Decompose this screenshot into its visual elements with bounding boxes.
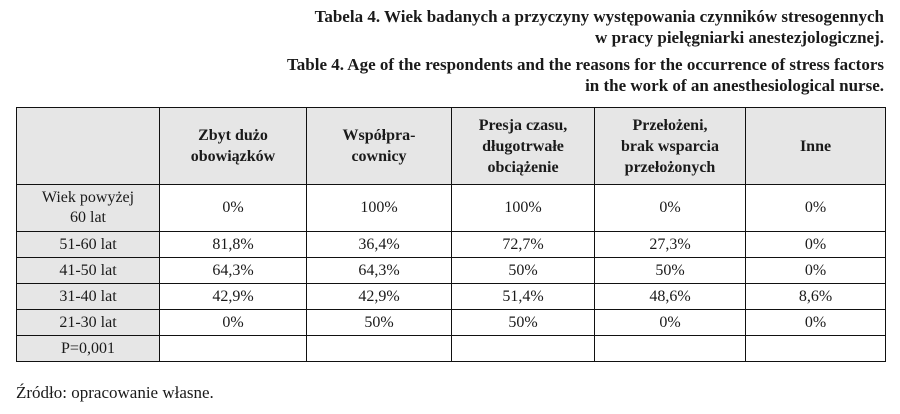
- row-label: 31-40 lat: [17, 284, 160, 310]
- header-line: Presja czasu,: [478, 116, 568, 134]
- header-line: Zbyt dużo: [198, 127, 268, 144]
- table-cell: 51,4%: [452, 284, 595, 310]
- table-row: [17, 258, 886, 284]
- header-cell-supervisors: [595, 108, 746, 185]
- header-cell-other: [746, 108, 886, 185]
- table-cell: 72,7%: [452, 232, 595, 258]
- table-cell: 0%: [595, 310, 746, 336]
- table-cell: 81,8%: [160, 232, 307, 258]
- table-cell: 42,9%: [307, 284, 452, 310]
- header-line: obciążenie: [487, 158, 559, 176]
- header-cell-empty: [17, 108, 160, 185]
- table-cell: 0%: [746, 258, 886, 284]
- table-cell: [595, 336, 746, 362]
- table-cell: 64,3%: [307, 258, 452, 284]
- table-row: [17, 284, 886, 310]
- table-cell: 0%: [746, 185, 886, 232]
- caption-english: [124, 54, 884, 96]
- row-label-line: 60 lat: [70, 209, 106, 226]
- table-cell: 8,6%: [746, 284, 886, 310]
- table-cell: [452, 336, 595, 362]
- table-cell: [160, 336, 307, 362]
- caption-polish-line-1: Tabela 4. Wiek badanych a przyczyny występowania czynników stresogennych: [314, 7, 884, 26]
- source-note: Źródło: opracowanie własne.: [16, 383, 214, 402]
- table-row: [17, 232, 886, 258]
- caption-english-line-2: in the work of an anesthesiological nurse.: [585, 76, 884, 95]
- header-cell-too-many-duties: [160, 108, 307, 185]
- row-label: 21-30 lat: [17, 310, 160, 336]
- table-cell: 36,4%: [307, 232, 452, 258]
- table-cell: 0%: [595, 185, 746, 232]
- table-cell: 50%: [307, 310, 452, 336]
- table-cell: 50%: [452, 258, 595, 284]
- table-cell: 42,9%: [160, 284, 307, 310]
- table-cell: 0%: [746, 310, 886, 336]
- row-label-line: Wiek powyżej: [41, 189, 135, 206]
- table-row: [17, 185, 886, 232]
- table-cell: 100%: [307, 185, 452, 232]
- table-cell: 64,3%: [160, 258, 307, 284]
- row-label: 41-50 lat: [17, 258, 160, 284]
- table-cell: [307, 336, 452, 362]
- header-line: długotrwałe: [482, 137, 564, 155]
- header-cell-coworkers: [307, 108, 452, 185]
- row-label: [17, 185, 160, 232]
- header-line: cownicy: [351, 148, 407, 165]
- table-cell: 100%: [452, 185, 595, 232]
- header-line: obowiązków: [190, 148, 276, 165]
- caption-english-line-1: Table 4. Age of the respondents and the reasons for the occurrence of stress factors: [286, 55, 884, 74]
- header-line: Współpra-: [342, 127, 416, 144]
- table-cell: 50%: [452, 310, 595, 336]
- table-cell: 0%: [160, 185, 307, 232]
- header-row: [17, 108, 886, 185]
- caption-polish-line-2: w pracy pielęgniarki anestezjologicznej.: [595, 28, 884, 47]
- header-line: brak wsparcia: [621, 137, 719, 155]
- table-row-p-value: [17, 336, 886, 362]
- table-cell: [746, 336, 886, 362]
- age-stress-factors-table: [16, 107, 886, 362]
- table-caption: [124, 6, 884, 96]
- p-value-label: P=0,001: [17, 336, 160, 362]
- table-cell: 27,3%: [595, 232, 746, 258]
- table-cell: 0%: [746, 232, 886, 258]
- table-cell: 0%: [160, 310, 307, 336]
- table-row: [17, 310, 886, 336]
- row-label: 51-60 lat: [17, 232, 160, 258]
- header-line: Inne: [799, 137, 832, 155]
- caption-polish: [124, 6, 884, 48]
- table-cell: 48,6%: [595, 284, 746, 310]
- header-line: przełożonych: [624, 158, 716, 176]
- table-cell: 50%: [595, 258, 746, 284]
- header-cell-time-pressure: [452, 108, 595, 185]
- header-line: Przełożeni,: [632, 116, 708, 134]
